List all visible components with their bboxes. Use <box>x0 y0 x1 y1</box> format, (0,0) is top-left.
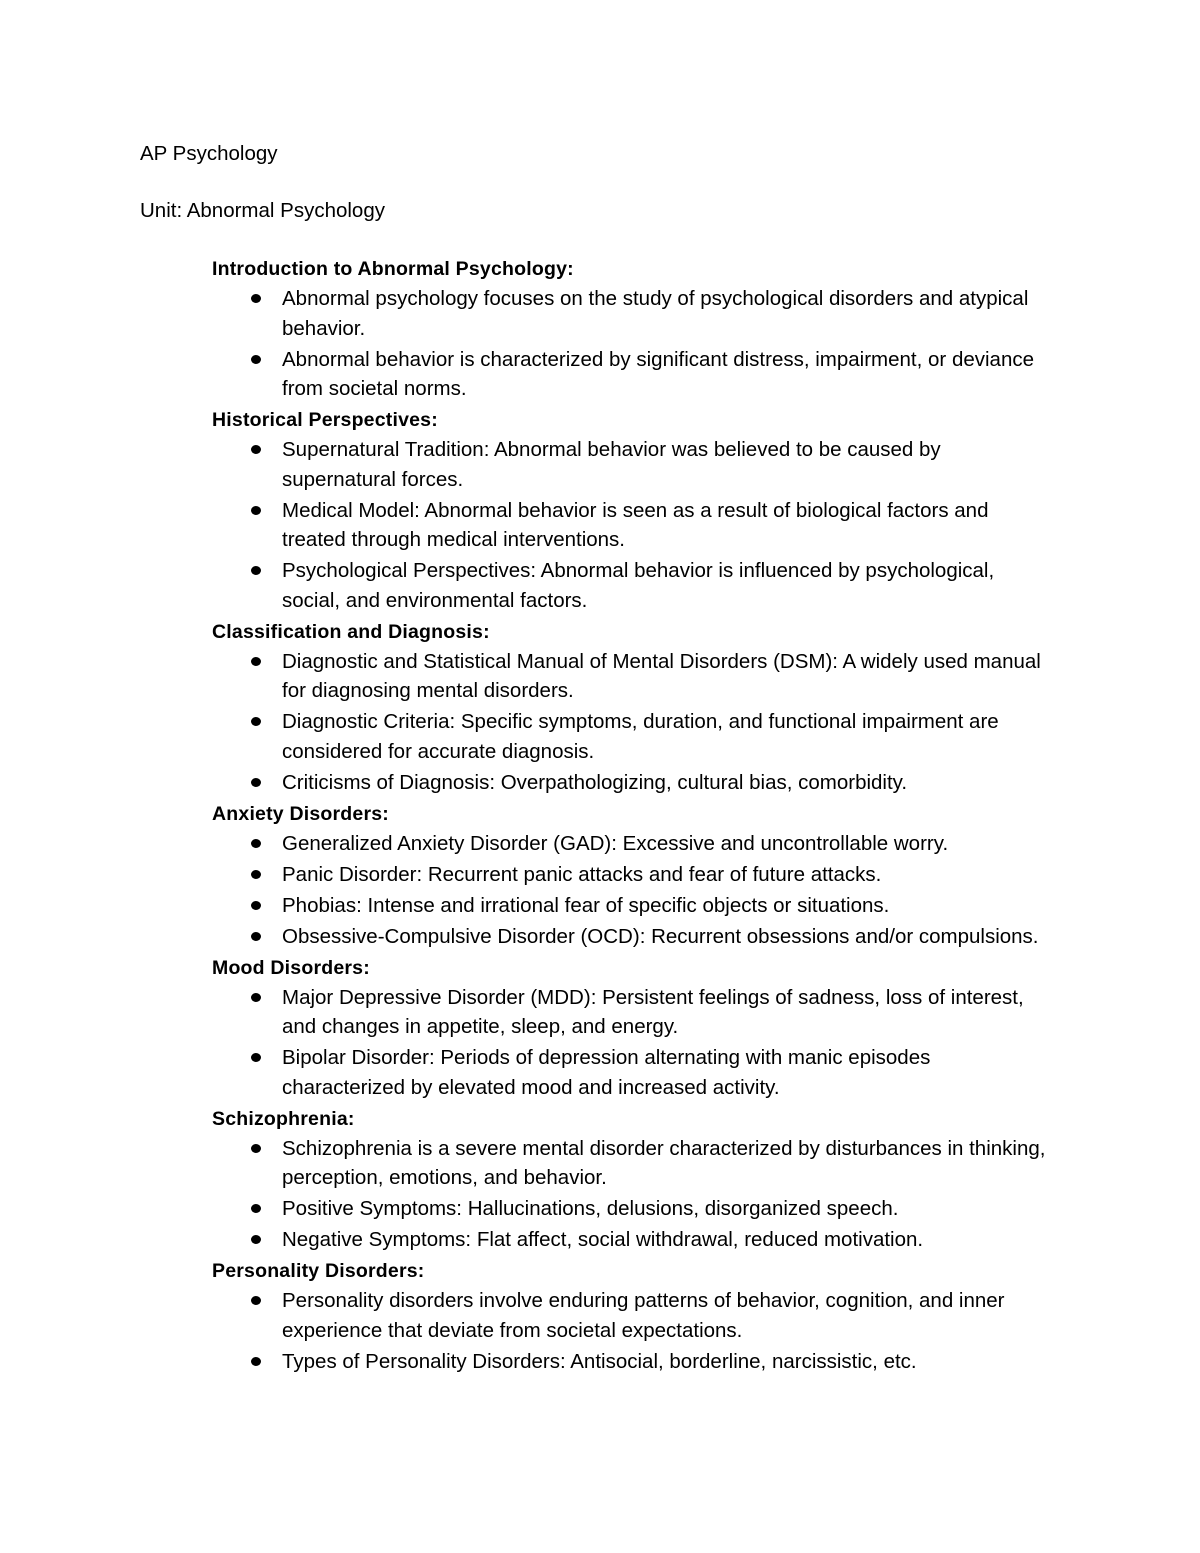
bullet-icon <box>251 445 261 454</box>
list-item-text: Phobias: Intense and irrational fear of specific objects or situations. <box>282 893 890 917</box>
bullet-list <box>212 435 1052 615</box>
list-item-text: Criticisms of Diagnosis: Overpathologizing, cultural bias, comorbidity. <box>282 770 908 794</box>
list-item <box>212 1194 1048 1224</box>
section-heading: Personality Disorders: <box>212 1260 425 1282</box>
list-item-text: Positive Symptoms: Hallucinations, delusions, disorganized speech. <box>282 1197 899 1220</box>
bullet-icon <box>251 778 261 787</box>
document-title: AP Psychology <box>140 142 278 165</box>
list-item-text: Negative Symptoms: Flat affect, social withdrawal, reduced motivation. <box>282 1228 924 1251</box>
list-item <box>212 860 1048 890</box>
bullet-icon <box>251 1357 261 1366</box>
list-item-text: Diagnostic and Statistical Manual of Mental Disorders (DSM): A widely used manual for diagnosing mental disorders. <box>282 649 1041 702</box>
bullet-icon <box>251 932 261 941</box>
bullet-icon <box>251 1235 261 1244</box>
list-item <box>212 707 1048 766</box>
bullet-icon <box>251 1204 261 1213</box>
bullet-icon <box>251 566 261 575</box>
bullet-list <box>212 1134 1052 1255</box>
bullet-icon <box>251 901 261 910</box>
list-item <box>212 435 1048 494</box>
notes-content <box>212 254 1052 1378</box>
bullet-icon <box>251 993 261 1002</box>
bullet-list <box>212 983 1052 1103</box>
list-item <box>212 891 1048 921</box>
list-item-text: Panic Disorder: Recurrent panic attacks and fear of future attacks. <box>282 862 882 886</box>
list-item-text: Abnormal psychology focuses on the study of psychological disorders and atypical behavior. <box>282 287 1029 340</box>
section-heading: Schizophrenia: <box>212 1107 355 1130</box>
bullet-icon <box>251 355 261 364</box>
bullet-icon <box>251 870 261 879</box>
bullet-icon <box>251 717 261 726</box>
bullet-list <box>212 1286 1052 1376</box>
list-item <box>212 647 1048 706</box>
section-heading: Historical Perspectives: <box>212 409 438 431</box>
section-heading: Introduction to Abnormal Psychology: <box>212 258 574 280</box>
bullet-list <box>212 284 1052 404</box>
list-item <box>212 1347 1048 1377</box>
list-item <box>212 829 1048 859</box>
list-item-text: Medical Model: Abnormal behavior is seen as a result of biological factors and treated through medical interventions. <box>282 498 989 551</box>
list-item-text: Personality disorders involve enduring patterns of behavior, cognition, and inner experience that deviate from societal expectations. <box>282 1289 1005 1342</box>
bullet-list <box>212 829 1052 952</box>
bullet-icon <box>251 839 261 848</box>
list-item-text: Types of Personality Disorders: Antisocial, borderline, narcissistic, etc. <box>282 1349 917 1373</box>
bullet-list <box>212 647 1052 798</box>
list-item <box>212 1043 1048 1102</box>
list-item <box>212 983 1048 1042</box>
list-item-text: Bipolar Disorder: Periods of depression alternating with manic episodes characterized by elevated mood and increased activity. <box>282 1046 931 1099</box>
list-item-text: Generalized Anxiety Disorder (GAD): Excessive and uncontrollable worry. <box>282 831 949 855</box>
list-item <box>212 1134 1048 1193</box>
list-item-text: Psychological Perspectives: Abnormal behavior is influenced by psychological, social, and environmental factors. <box>282 559 995 612</box>
list-item-text: Abnormal behavior is characterized by significant distress, impairment, or deviance from societal norms. <box>282 347 1035 400</box>
list-item-text: Schizophrenia is a severe mental disorder characterized by disturbances in thinking, perception, emotions, and behavior. <box>282 1136 1046 1189</box>
bullet-icon <box>251 506 261 515</box>
section-heading: Classification and Diagnosis: <box>212 620 490 643</box>
list-item <box>212 1286 1048 1345</box>
section-heading: Anxiety Disorders: <box>212 802 389 825</box>
bullet-icon <box>251 1296 261 1305</box>
list-item <box>212 922 1048 952</box>
bullet-icon <box>251 294 261 303</box>
list-item-text: Obsessive-Compulsive Disorder (OCD): Recurrent obsessions and/or compulsions. <box>282 924 1039 948</box>
bullet-icon <box>251 1053 261 1062</box>
list-item <box>212 768 1048 798</box>
list-item <box>212 1225 1048 1255</box>
list-item-text: Supernatural Tradition: Abnormal behavior was believed to be caused by supernatural forces. <box>282 438 941 491</box>
list-item <box>212 556 1048 615</box>
list-item <box>212 345 1048 404</box>
list-item-text: Major Depressive Disorder (MDD): Persistent feelings of sadness, loss of interest, and changes in appetite, sleep, and energy. <box>282 985 1024 1038</box>
section-heading: Mood Disorders: <box>212 956 370 979</box>
list-item-text: Diagnostic Criteria: Specific symptoms, duration, and functional impairment are considered for accurate diagnosis. <box>282 710 999 763</box>
list-item <box>212 496 1048 555</box>
bullet-icon <box>251 1144 261 1153</box>
list-item <box>212 284 1048 343</box>
unit-title: Unit: Abnormal Psychology <box>140 199 385 222</box>
bullet-icon <box>251 657 261 666</box>
